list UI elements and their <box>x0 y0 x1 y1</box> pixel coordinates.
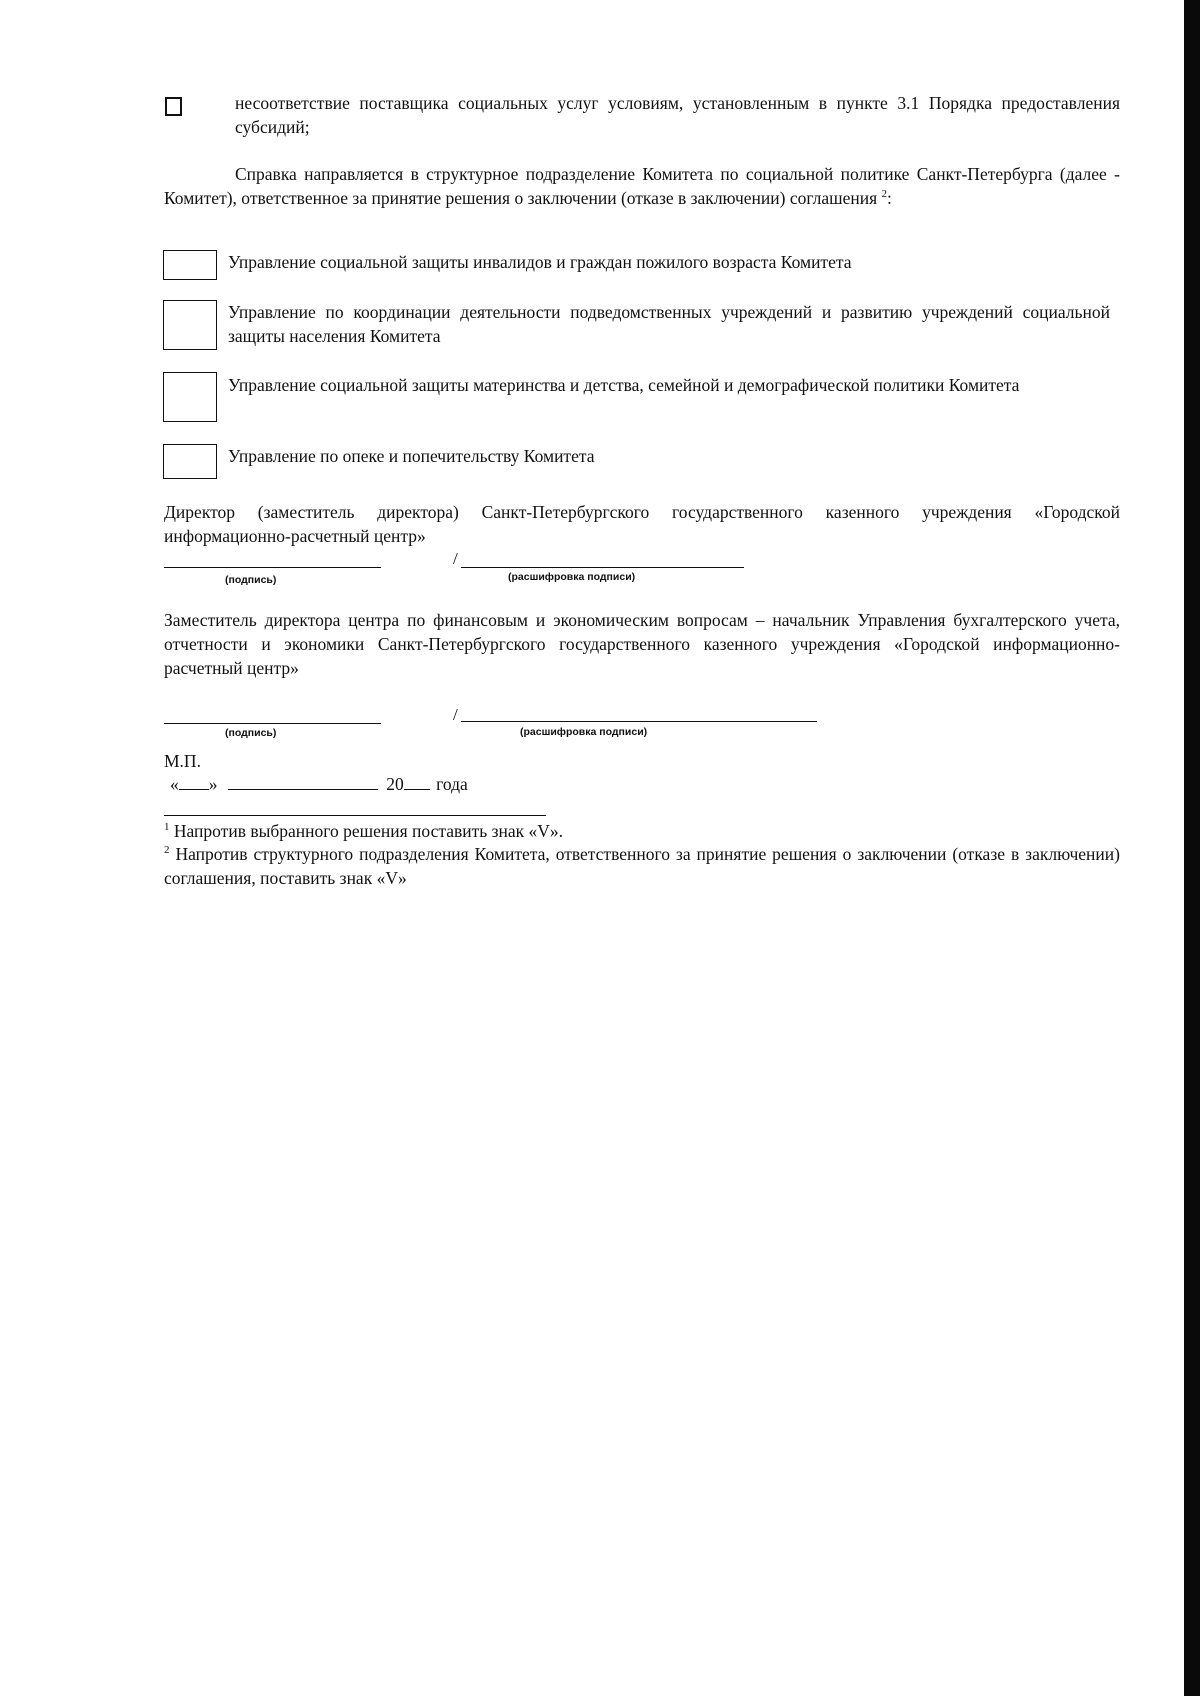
signer1-signature-caption: (подпись) <box>225 574 277 586</box>
intro-footnote-ref: 2 <box>881 188 888 201</box>
signer1-title: Директор (заместитель директора) Санкт-Петербургского государственного казенного учреждения «Городской информационно-расчетный центр» <box>164 502 1120 546</box>
signer2-slash: / <box>453 705 458 724</box>
footnote-2-text: Напротив структурного подразделения Комитета, ответственного за принятие решения о заключении (отказе в заключении) соглашения, поставить знак «V» <box>164 844 1120 888</box>
date-year-suffix: года <box>436 774 468 794</box>
signer1-decode-line[interactable] <box>461 567 744 568</box>
footnote-1-number: 1 <box>164 821 170 834</box>
scan-edge-border <box>1184 0 1200 1696</box>
signer1-signature-line[interactable] <box>164 567 381 568</box>
intro-suffix: : <box>887 188 892 208</box>
department-checkbox-3[interactable] <box>163 372 217 422</box>
department-label-4: Управление по опеке и попечительству Комитета <box>228 446 595 466</box>
department-label-1: Управление социальной защиты инвалидов и граждан пожилого возраста Комитета <box>228 252 852 272</box>
date-close-quote: » <box>208 774 218 794</box>
footnote-1-text: Напротив выбранного решения поставить знак «V». <box>173 821 564 841</box>
criterion-checkbox[interactable] <box>165 97 182 116</box>
intro-paragraph <box>164 162 1120 210</box>
stamp-mp: М.П. <box>164 751 201 771</box>
footnote-1 <box>164 819 1120 843</box>
department-checkbox-1[interactable] <box>163 250 217 280</box>
date-day-blank[interactable] <box>179 775 209 790</box>
signer2-decode-line[interactable] <box>461 721 817 722</box>
department-label-2: Управление по координации деятельности подведомственных учреждений и развитию учреждений социальной защиты населения Комитета <box>228 302 1110 346</box>
signer2-signature-line[interactable] <box>164 723 381 724</box>
signer1-slash: / <box>453 549 458 568</box>
footnote-separator <box>164 815 546 816</box>
footnote-2-number: 2 <box>164 844 170 857</box>
footnote-2 <box>164 842 1120 890</box>
date-month-blank[interactable] <box>228 775 378 790</box>
signer2-signature-caption: (подпись) <box>225 727 277 739</box>
signer1-decode-caption: (расшифровка подписи) <box>508 571 636 583</box>
signer2-title: Заместитель директора центра по финансовым и экономическим вопросам – начальник Управления бухгалтерского учета, отчетности и экономики Санкт-Петербургского государственного казенного учреждения «Городской информационно-расчетный центр» <box>164 610 1120 678</box>
department-label-3: Управление социальной защиты материнства и детства, семейной и демографической политики Комитета <box>228 375 1020 395</box>
department-checkbox-2[interactable] <box>163 300 217 350</box>
date-year-blank[interactable] <box>404 775 430 790</box>
date-open-quote: « <box>170 774 179 794</box>
date-line <box>170 773 468 795</box>
signer2-decode-caption: (расшифровка подписи) <box>520 726 648 738</box>
intro-text: Справка направляется в структурное подразделение Комитета по социальной политике Санкт-Петербурга (далее - Комитет), ответственное за принятие решения о заключении (отказе в заключении) соглашения <box>164 164 1120 208</box>
date-year-prefix: 20 <box>386 774 404 794</box>
criterion-text: несоответствие поставщика социальных услуг условиям, установленным в пункте 3.1 Порядка предоставления субсидий; <box>235 93 1120 137</box>
department-checkbox-4[interactable] <box>163 444 217 479</box>
